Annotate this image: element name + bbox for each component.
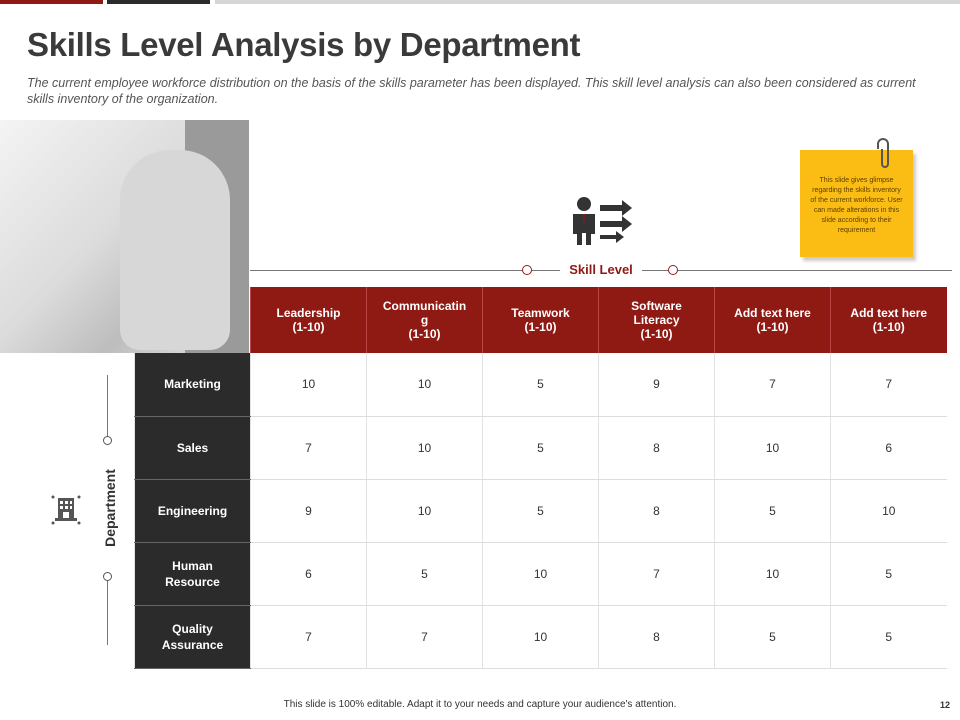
score-cell: 10 xyxy=(831,479,947,542)
column-header-line: (1-10) xyxy=(640,327,673,341)
score-cell: 5 xyxy=(831,605,947,668)
table-row xyxy=(135,605,947,668)
column-header-line: (1-10) xyxy=(872,320,905,334)
score-cell: 5 xyxy=(715,605,831,668)
department-name: Engineering xyxy=(157,503,228,518)
score-cell: 7 xyxy=(251,416,367,479)
accent-bar-dark xyxy=(107,0,210,4)
score-cell: 7 xyxy=(831,353,947,416)
column-header-line: g xyxy=(420,313,429,327)
column-header-line: Leadership xyxy=(276,306,341,320)
divider-node xyxy=(522,265,532,275)
score-cell: 9 xyxy=(599,353,715,416)
score-cell: 9 xyxy=(251,479,367,542)
score-cell: 5 xyxy=(483,479,599,542)
column-header-line: (1-10) xyxy=(756,320,789,334)
score-cell: 5 xyxy=(483,416,599,479)
building-icon xyxy=(50,494,82,526)
department-name: Resource xyxy=(165,574,220,589)
score-cell: 8 xyxy=(599,605,715,668)
department-cell xyxy=(135,416,251,479)
department-name: Sales xyxy=(176,440,209,455)
score-cell: 7 xyxy=(715,353,831,416)
sticky-note xyxy=(800,150,913,257)
score-cell: 6 xyxy=(251,542,367,605)
department-divider xyxy=(107,375,108,440)
table-row xyxy=(135,416,947,479)
divider-node xyxy=(103,572,112,581)
department-label: Department xyxy=(102,469,118,547)
score-cell: 10 xyxy=(251,353,367,416)
accent-bar-red xyxy=(0,0,103,4)
table-row xyxy=(135,353,947,416)
accent-bar-gray xyxy=(215,0,960,4)
department-cell xyxy=(135,479,251,542)
score-cell: 5 xyxy=(367,542,483,605)
paperclip-icon xyxy=(872,137,894,175)
score-cell: 5 xyxy=(715,479,831,542)
column-header-line: Literacy xyxy=(633,313,680,327)
score-cell: 10 xyxy=(367,479,483,542)
page-number: 12 xyxy=(940,700,951,710)
score-cell: 7 xyxy=(367,605,483,668)
column-header-line: (1-10) xyxy=(292,320,325,334)
column-header xyxy=(831,287,947,353)
column-header-line: Add text here xyxy=(850,306,928,320)
column-header-line: (1-10) xyxy=(524,320,557,334)
skills-table xyxy=(134,287,947,669)
score-cell: 6 xyxy=(831,416,947,479)
score-cell: 7 xyxy=(599,542,715,605)
department-name: Assurance xyxy=(161,637,224,652)
note-text: This slide gives glimpse regarding the skills inventory of the current workforce. User can made alterations in this slide according to their requirement xyxy=(810,177,903,234)
presenter-arrows-icon xyxy=(570,195,640,245)
score-cell: 10 xyxy=(367,416,483,479)
score-cell: 10 xyxy=(715,542,831,605)
department-name: Human xyxy=(172,558,213,573)
score-cell: 10 xyxy=(367,353,483,416)
page-subtitle: The current employee workforce distribution on the basis of the skills parameter has been displayed. This skill level analysis can also been considered as current skills inventory of the organization. xyxy=(27,76,916,106)
department-cell xyxy=(135,542,251,605)
department-name: Quality xyxy=(172,621,213,636)
score-cell: 5 xyxy=(483,353,599,416)
column-header-line: Communicatin xyxy=(382,299,467,313)
department-name: Marketing xyxy=(164,377,221,392)
department-divider xyxy=(107,581,108,645)
column-header xyxy=(367,287,483,353)
score-cell: 10 xyxy=(483,605,599,668)
score-cell: 7 xyxy=(251,605,367,668)
column-header xyxy=(251,287,367,353)
column-header-line: Teamwork xyxy=(511,306,570,320)
page-title: Skills Level Analysis by Department xyxy=(27,26,581,63)
department-cell xyxy=(135,353,251,416)
table-row xyxy=(135,542,947,605)
department-cell xyxy=(135,605,251,668)
divider-node xyxy=(668,265,678,275)
table-row xyxy=(135,479,947,542)
score-cell: 5 xyxy=(831,542,947,605)
score-cell: 8 xyxy=(599,479,715,542)
column-header xyxy=(483,287,599,353)
score-cell: 10 xyxy=(715,416,831,479)
column-header xyxy=(715,287,831,353)
score-cell: 10 xyxy=(483,542,599,605)
skill-level-label: Skill Level xyxy=(560,262,642,277)
table-corner xyxy=(135,287,251,353)
column-header-line: (1-10) xyxy=(408,327,441,341)
column-header-line: Software xyxy=(631,299,682,313)
score-cell: 8 xyxy=(599,416,715,479)
column-header-line: Add text here xyxy=(734,306,811,320)
footer-text: This slide is 100% editable. Adapt it to your needs and capture your audience's attention. xyxy=(283,699,677,710)
divider-node xyxy=(103,436,112,445)
column-header xyxy=(599,287,715,353)
